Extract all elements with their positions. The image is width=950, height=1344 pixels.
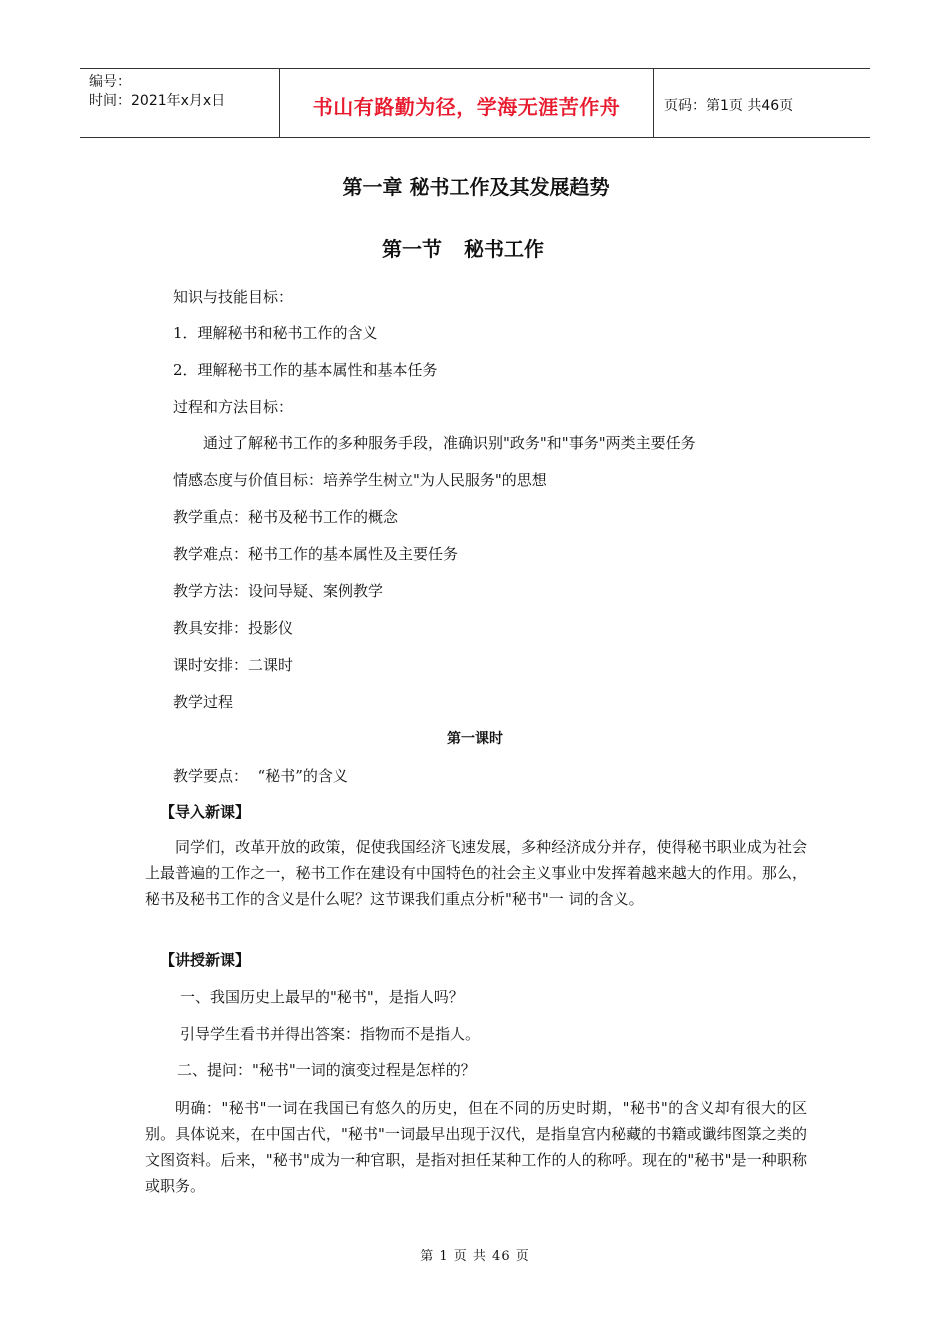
section-number: 第一节	[382, 237, 442, 261]
teaching-process-label: 教学过程	[173, 693, 234, 711]
section-title	[0, 233, 950, 262]
time-label: 时间：2021年x月x日	[89, 93, 226, 109]
process-text: 通过了解秘书工作的多种服务手段，准确识别"政务"和"事务"两类主要任务	[203, 434, 696, 452]
objective-item-1: 1．理解秘书和秘书工作的含义	[173, 324, 378, 342]
page-footer: 第 1 页 共 46 页	[420, 1249, 530, 1264]
intro-heading: 【导入新课】	[160, 803, 251, 821]
class-hours: 课时安排：二课时	[173, 656, 294, 674]
header-motto: 书山有路勤为径，学海无涯苦作舟	[280, 69, 654, 137]
number-label: 编号：	[89, 74, 131, 90]
header-meta-cell	[80, 69, 280, 137]
teaching-key-point: 教学重点：秘书及秘书工作的概念	[173, 508, 399, 526]
teaching-tools: 教具安排：投影仪	[173, 619, 294, 637]
intro-paragraph: 同学们，改革开放的政策，促使我国经济飞速发展，多种经济成分并存，使得秘书职业成为社会上最普遍的工作之一，秘书工作在建设有中国特色的社会主义事业中发挥着越来越大的作用。那么，秘书及秘书工作的含义是什么呢？这节课我们重点分析"秘书"一 词的含义。	[145, 838, 807, 908]
teaching-method: 教学方法：设问导疑、案例教学	[173, 582, 384, 600]
knowledge-heading: 知识与技能目标：	[173, 288, 294, 306]
question-1: 一、我国历史上最早的"秘书"，是指人吗？	[180, 988, 464, 1006]
question-2-answer: 明确："秘书"一词在我国已有悠久的历史，但在不同的历史时期，"秘书"的含义却有很大的区别。具体说来，在中国古代，"秘书"一词最早出现于汉代，是指皇宫内秘藏的书籍或谶纬图箓之类的文图资料。后来，"秘书"成为一种官职，是指对担任某种工作的人的称呼。现在的"秘书"是一种职称或职务。	[145, 1099, 807, 1195]
section-name: 秘书工作	[464, 237, 544, 261]
process-heading: 过程和方法目标：	[173, 398, 294, 416]
lesson1-title: 第一课时	[447, 731, 503, 747]
objective-item-2: 2．理解秘书工作的基本属性和基本任务	[173, 361, 438, 379]
header-page-label: 页码：第1页 共46页	[664, 98, 794, 114]
lesson1-point: 教学要点： “秘书”的含义	[173, 767, 348, 785]
question-2: 二、提问："秘书"一词的演变过程是怎样的？	[177, 1061, 476, 1079]
teach-heading: 【讲授新课】	[160, 951, 251, 969]
document-header-table	[80, 68, 870, 138]
question-1-answer: 引导学生看书并得出答案：指物而不是指人。	[180, 1025, 481, 1043]
teaching-difficulty: 教学难点：秘书工作的基本属性及主要任务	[173, 545, 459, 563]
emotion-objective: 情感态度与价值目标：培养学生树立"为人民服务"的思想	[173, 471, 547, 489]
chapter-title: 第一章 秘书工作及其发展趋势	[342, 175, 610, 199]
